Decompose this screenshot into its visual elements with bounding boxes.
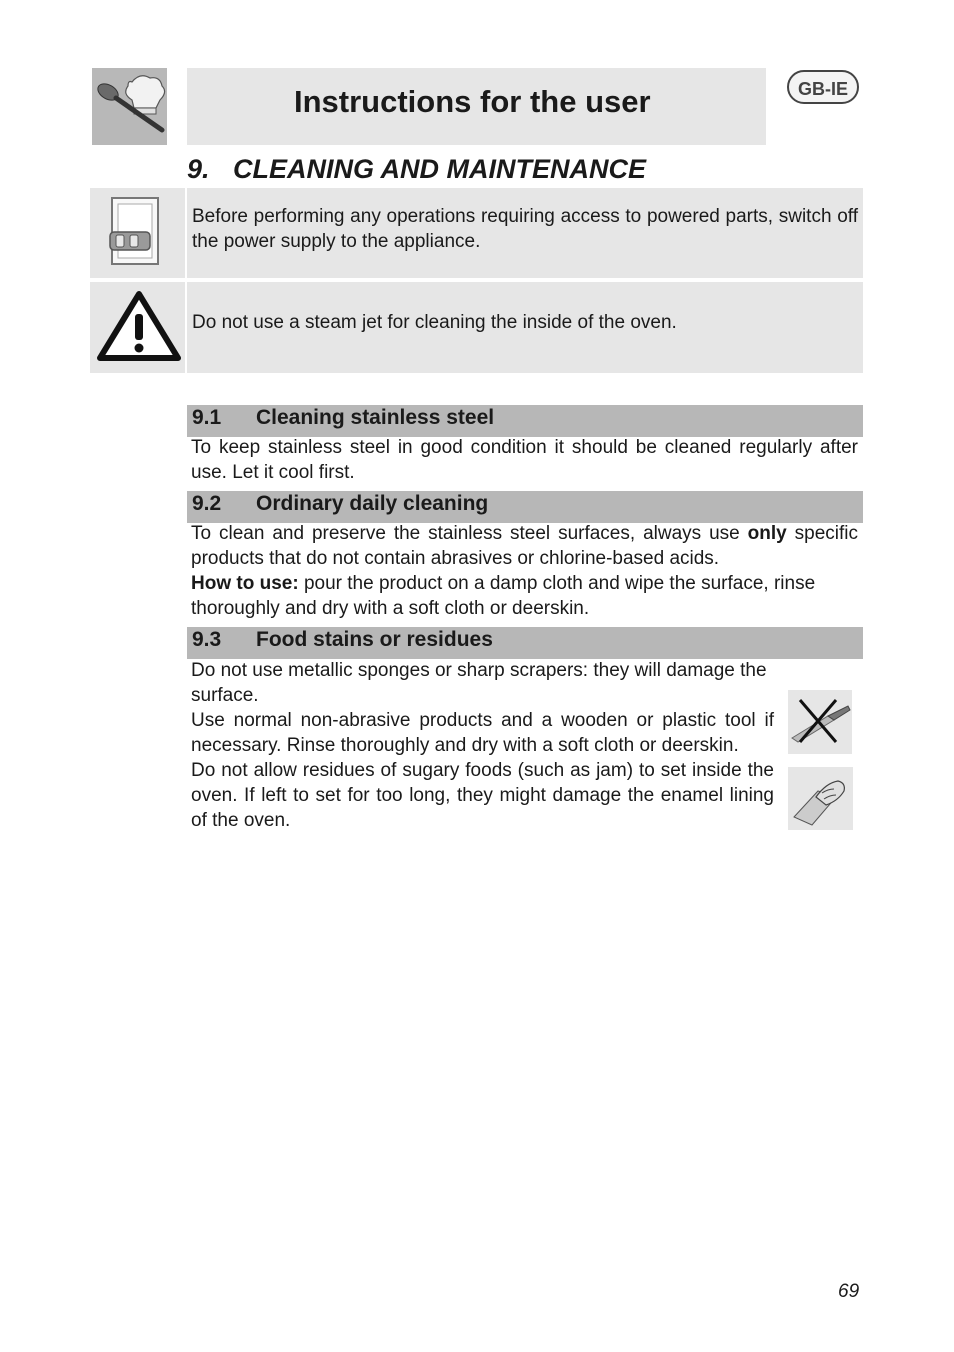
paragraph: Do not allow residues of sugary foods (such as jam) to set inside the oven. If left to set for too long, they might damage the enamel lining of the oven.: [191, 760, 774, 831]
crossed-scraper-icon: [788, 690, 852, 754]
note-power-text: Before performing any operations requiring access to powered parts, switch off the power supply to the appliance.: [192, 206, 858, 252]
subsection-body-9-3: [191, 658, 774, 833]
power-switch-icon: [90, 188, 185, 278]
page-title: Instructions for the user: [294, 84, 651, 119]
note-steam-text: Do not use a steam jet for cleaning the inside of the oven.: [192, 312, 677, 333]
paragraph: Do not use metallic sponges or sharp scrapers: they will damage the surface.: [191, 660, 767, 706]
subsection-heading-9-3: [187, 627, 863, 659]
section-heading: [187, 151, 646, 187]
subsection-body-9-1: To keep stainless steel in good condition it should be cleaned regularly after use. Let it cool first.: [191, 437, 858, 483]
section-number: 9.: [187, 154, 210, 184]
text-run: specific products that do not contain abrasives or chlorine-based acids.: [191, 523, 858, 569]
cloth-picture: [788, 767, 853, 830]
brand-logo: [92, 68, 167, 145]
region-badge: GB-IE: [787, 70, 859, 104]
subsection-title: Food stains or residues: [256, 628, 493, 651]
note-steam-text-box: [187, 282, 863, 373]
paragraph: [191, 571, 858, 621]
text-run: To clean and preserve the stainless steel surfaces, always use: [191, 523, 748, 544]
text-run: pour the product on a damp cloth and wipe the surface, rinse thoroughly and dry with a soft cloth or deerskin.: [191, 573, 816, 619]
note-icon-box: [90, 188, 185, 278]
scraper-picture: [788, 690, 852, 754]
note-power-text-box: [187, 188, 863, 278]
note-icon-box: [90, 282, 185, 373]
spoon-chef-hat-icon: [92, 68, 167, 145]
section-title: CLEANING AND MAINTENANCE: [233, 154, 646, 184]
bold-text: How to use:: [191, 573, 299, 594]
paragraph: [191, 521, 858, 571]
subsection-title: Cleaning stainless steel: [256, 406, 495, 429]
subsection-number: 9.2: [192, 492, 222, 515]
cloth-wiping-icon: [788, 767, 853, 830]
bold-text: only: [747, 523, 787, 544]
subsection-heading-9-1: [187, 405, 863, 437]
subsection-number: 9.3: [192, 628, 222, 651]
paragraph: Use normal non-abrasive products and a wooden or plastic tool if necessary. Rinse thoroughly and dry with a soft cloth or deerskin.: [191, 710, 774, 756]
page-number: 69: [838, 1281, 860, 1302]
warning-triangle-icon: [90, 282, 185, 373]
subsection-body-9-2: [191, 521, 858, 621]
subsection-title: Ordinary daily cleaning: [256, 492, 489, 515]
subsection-number: 9.1: [192, 406, 222, 429]
subsection-heading-9-2: [187, 491, 863, 523]
